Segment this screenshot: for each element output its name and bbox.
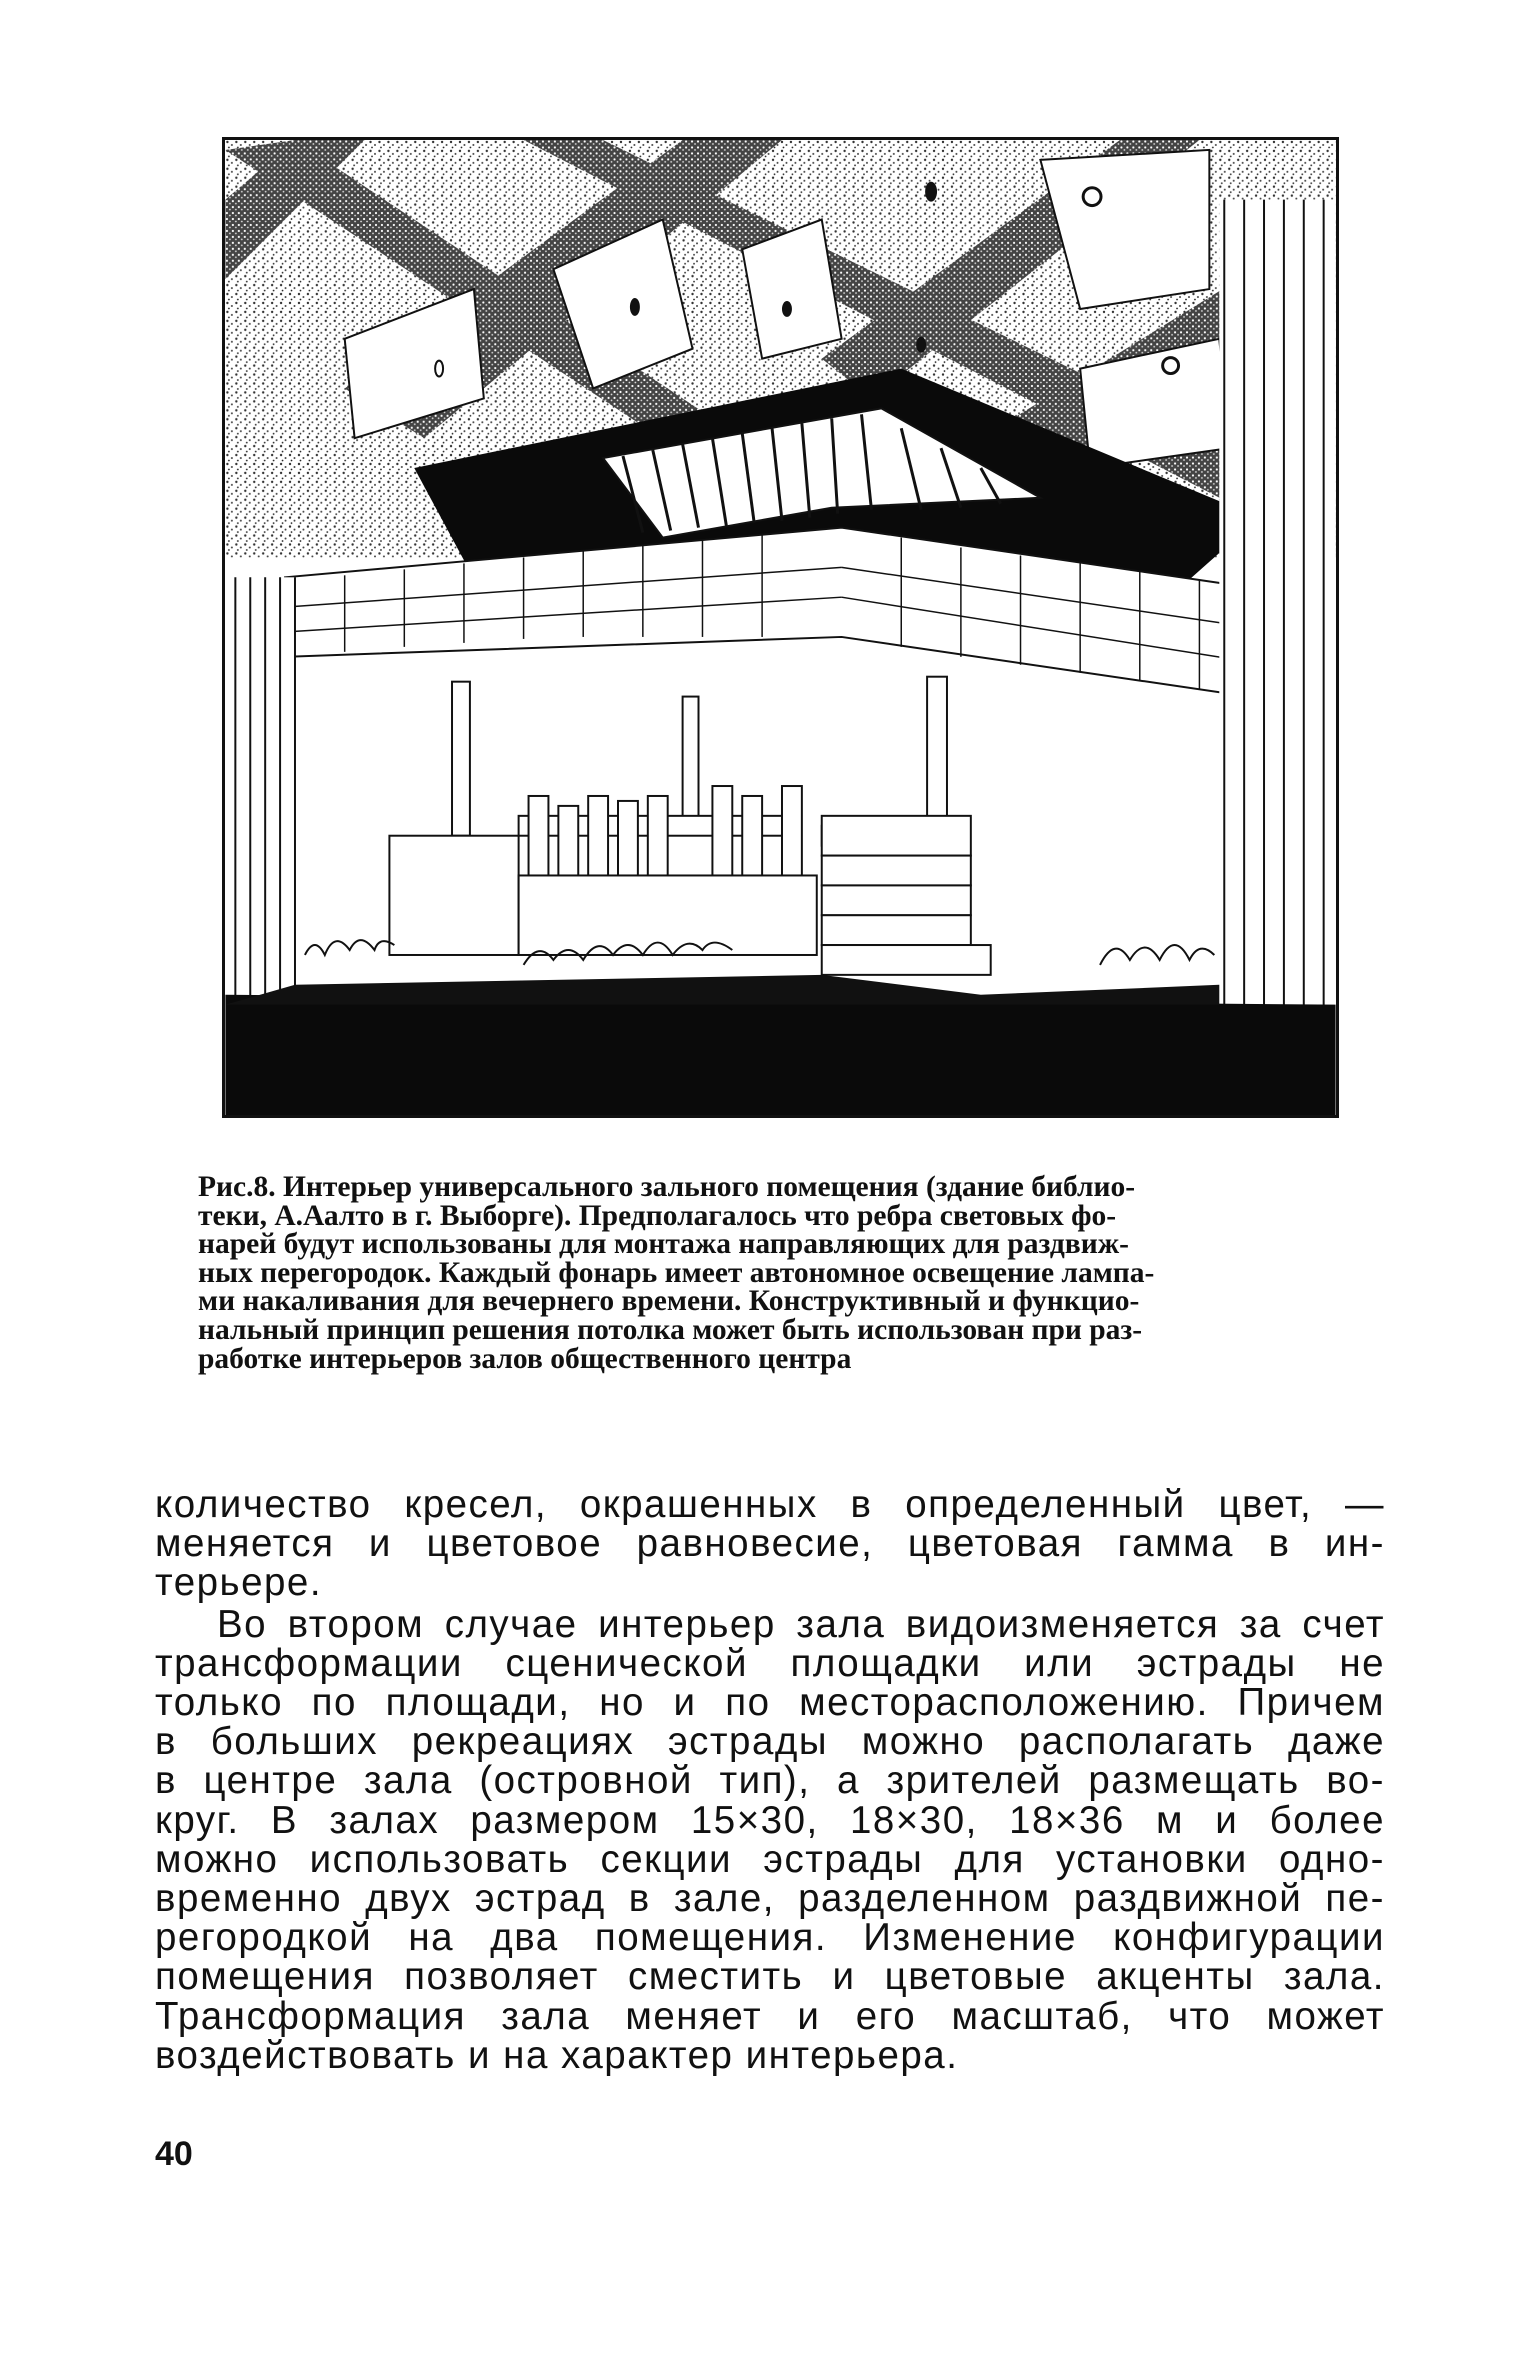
text-line: терьере. <box>155 1561 323 1605</box>
text-line: воздействовать и на характер интерьера. <box>155 2033 959 2077</box>
caption-line: нальный принцип решения потолка может быть использован при раз- <box>198 1313 1143 1346</box>
text-line: количество кресел, окрашенных в определенный цвет, — <box>155 1483 1385 1526</box>
figure-caption <box>198 1173 1348 1373</box>
text-line: Во втором случае интерьер зала видоизменяется за счет <box>217 1602 1385 1646</box>
text-line: регородкой на два помещения. Изменение конфигурации <box>155 1916 1385 1960</box>
text-line: трансформации сценической площадки или эстрады не <box>155 1641 1385 1685</box>
caption-line: работке интерьеров залов общественного центра <box>198 1342 852 1375</box>
caption-line: теки, А.Аалто в г. Выборге). Предполагалось что ребра световых фо- <box>198 1199 1117 1232</box>
caption-line: ных перегородок. Каждый фонарь имеет автономное освещение лампа- <box>198 1256 1155 1289</box>
paragraph-1 <box>155 1485 1385 1603</box>
text-line: меняется и цветовое равновесие, цветовая гамма в ин- <box>155 1522 1385 1566</box>
caption-line: Рис.8. Интерьер универсального зального помещения (здание библио- <box>198 1171 1136 1203</box>
text-line: помещения позволяет сместить и цветовые акценты зала. <box>155 1955 1385 1999</box>
caption-line: ми накаливания для вечернего времени. Конструктивный и функцио- <box>198 1285 1140 1318</box>
text-line: в центре зала (островной тип), а зрителей размещать во- <box>155 1759 1385 1803</box>
text-line: в больших рекреациях эстрады можно располагать даже <box>155 1720 1385 1764</box>
text-line: круг. В залах размером 15×30, 18×30, 18×36 м и более <box>155 1798 1385 1842</box>
caption-line: нарей будут использованы для монтажа направляющих для раздвиж- <box>198 1228 1129 1261</box>
page-number: 40 <box>155 2135 193 2173</box>
text-line: можно использовать секции эстрады для установки одно- <box>155 1837 1385 1881</box>
interior-illustration <box>222 137 1339 1118</box>
text-line: временно двух эстрад в зале, разделенном раздвижной пе- <box>155 1877 1385 1921</box>
text-line: Трансформация зала меняет и его масштаб, что может <box>155 1994 1385 2038</box>
body-text <box>155 1485 1385 2075</box>
paragraph-2 <box>155 1602 1385 2077</box>
text-line: только по площади, но и по месторасположению. Причем <box>155 1681 1385 1725</box>
